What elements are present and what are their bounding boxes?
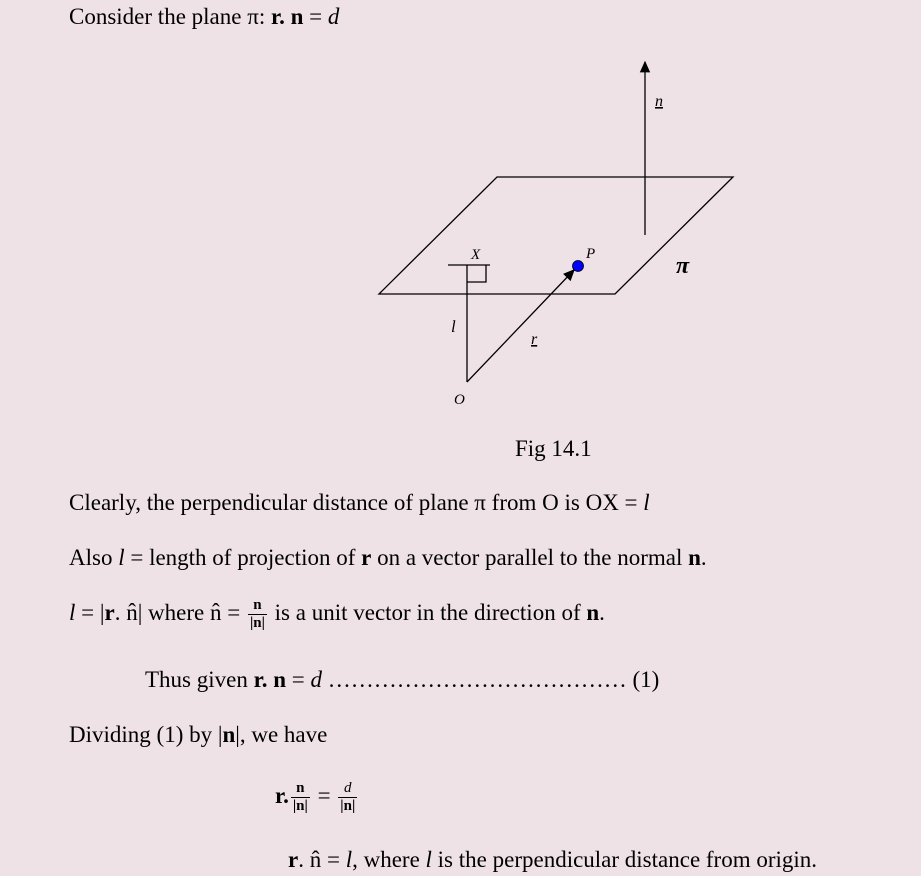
point-p <box>573 261 584 272</box>
divided-equation: r. $\frac{n}{|n|}$ = $\frac{d}{|n|}$ <box>275 780 356 815</box>
label-o: O <box>454 392 465 408</box>
label-n: n <box>655 93 663 110</box>
label-l: l <box>451 317 456 336</box>
label-x: X <box>471 247 481 263</box>
equation-1-line: Thus given r. n = d ………………………………… (1) <box>145 667 660 692</box>
label-r: r <box>531 331 538 348</box>
conclusion-line: r. n̂ = l, where l is the perpendicular distance from origin. <box>288 847 818 872</box>
fraction-d-over-abs-n: $\frac{d}{|n|}$ <box>340 780 356 815</box>
fraction-n-over-abs-n: $\frac{n}{|n|}$ <box>292 780 308 815</box>
distance-line: Clearly, the perpendicular distance of plane π from O is OX = l <box>69 490 650 515</box>
plane-figure <box>0 0 921 430</box>
figure-caption: Fig 14.1 <box>515 436 592 461</box>
label-pi: π <box>676 253 690 279</box>
unit-vector-line: l = |r. n̂| where n̂ = $\frac{n}{|n|}$ is a unit vector in the direction of n. <box>69 597 605 631</box>
fraction-n-over-abs-n: $\frac{n}{|n|}$ <box>249 597 265 631</box>
position-vector-r <box>467 270 574 382</box>
label-p: P <box>586 246 596 262</box>
dividing-line: Dividing (1) by |n|, we have <box>69 722 328 747</box>
intro-line: Consider the plane π: r. n = d <box>69 4 340 29</box>
projection-line: Also l = length of projection of r on a vector parallel to the normal n. <box>69 545 707 570</box>
right-angle-mark <box>467 265 486 282</box>
